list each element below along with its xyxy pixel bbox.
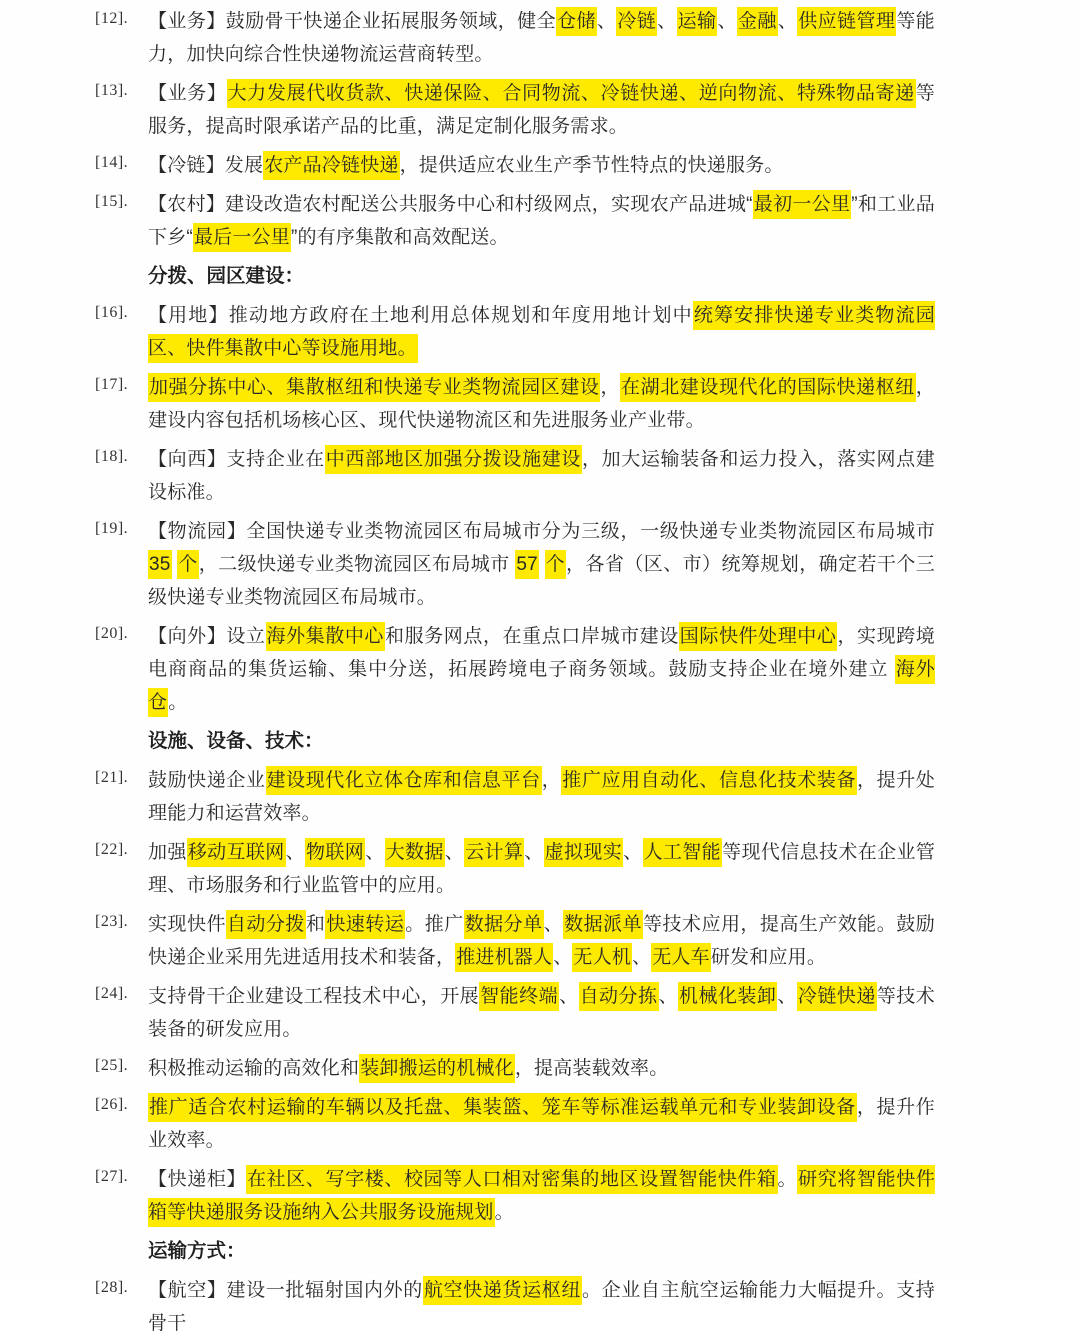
text-segment: 、: [285, 842, 306, 863]
highlight-segment: 57: [515, 550, 539, 579]
highlight-segment: 加强分拣中心、集散枢纽和快递专业类物流园区建设: [148, 373, 600, 402]
highlight-segment: 海外集散中心: [266, 622, 386, 651]
text-segment: 【向西】支持企业在: [148, 449, 325, 470]
text-segment: 鼓励快递企业: [148, 770, 266, 791]
highlight-segment: 推广适合农村运输的车辆以及托盘、集装篮、笼车等标准运载单元和专业装卸设备: [148, 1093, 857, 1122]
item-number: [95, 725, 148, 758]
highlight-segment: 移动互联网: [187, 838, 286, 867]
item-number: [13].: [95, 82, 129, 99]
text-segment: 等能力，加快向综合性快递物流运营商转型。: [148, 11, 935, 65]
item-number: [17].: [95, 376, 129, 393]
highlight-segment: 无人机: [572, 943, 632, 972]
item-text: [148, 77, 935, 143]
list-item: [95, 764, 935, 830]
text-segment: 、: [559, 986, 579, 1007]
highlight-segment: 统筹安排快递专业类物流园区、快件集散中心等设施用地。: [148, 301, 935, 363]
item-number: [23].: [95, 913, 129, 930]
item-text: [148, 980, 935, 1046]
highlight-segment: 自动分拨: [226, 910, 306, 939]
highlight-segment: 个: [545, 550, 566, 579]
item-number: [27].: [95, 1168, 129, 1185]
item-text: [148, 299, 935, 365]
item-number: [26].: [95, 1096, 129, 1113]
highlight-segment: 仓储: [556, 7, 597, 36]
text-segment: ，提升处理能力和运营效率。: [148, 770, 935, 824]
text-segment: 研发和应用。: [710, 947, 827, 968]
item-number: [95, 1235, 148, 1268]
highlight-segment: 金融: [737, 7, 778, 36]
item-number: [14].: [95, 154, 129, 171]
item-number: [21].: [95, 769, 129, 786]
text-segment: 、: [717, 11, 737, 32]
text-segment: 等服务，提高时限承诺产品的比重，满足定制化服务需求。: [148, 83, 935, 137]
item-number: [18].: [95, 448, 129, 465]
item-number: [95, 260, 148, 293]
text-segment: 【物流园】全国快递专业类物流园区布局城市分为三级，一级快递专业类物流园区布局城市: [148, 521, 935, 542]
document-body: [95, 5, 935, 1340]
list-item: [95, 1163, 935, 1229]
text-segment: 、: [623, 842, 643, 863]
text-segment: 。: [494, 1202, 514, 1223]
highlight-segment: 大力发展代收货款、快递保险、合同物流、冷链快递、逆向物流、特殊物品寄递: [227, 79, 916, 108]
text-segment: 和服务网点，在重点口岸城市建设: [385, 626, 679, 647]
item-text: [148, 371, 935, 437]
item-number: [20].: [95, 625, 129, 642]
text-segment: 、: [596, 11, 617, 32]
list-item: [95, 620, 935, 719]
item-number: [16].: [95, 304, 129, 321]
text-segment: 等技术装备的研发应用。: [148, 986, 935, 1040]
text-segment: 、: [632, 947, 652, 968]
list-item: [95, 149, 935, 182]
section-heading-row: [95, 260, 935, 293]
item-text: [148, 836, 935, 902]
item-text: [148, 149, 935, 182]
text-segment: ，加大运输装备和运力投入，落实网点建设标准。: [148, 449, 935, 503]
text-segment: 【向外】设立: [148, 626, 266, 647]
highlight-segment: 国际快件处理中心: [679, 622, 838, 651]
text-segment: 、: [657, 11, 677, 32]
text-segment: 【农村】建设改造农村配送公共服务中心和村级网点，实现农产品进城“: [148, 194, 753, 215]
highlight-segment: 大数据: [385, 838, 445, 867]
item-number: [19].: [95, 520, 129, 537]
highlight-segment: 机械化装卸: [678, 982, 777, 1011]
section-heading: 设施、设备、技术：: [148, 730, 324, 752]
text-segment: 、: [777, 11, 798, 32]
item-text: [148, 908, 935, 974]
text-segment: ，建设内容包括机场核心区、现代快递物流区和先进服务业产业带。: [148, 377, 935, 431]
item-text: [148, 764, 935, 830]
item-text: [148, 515, 935, 614]
text-segment: 。: [777, 1169, 798, 1190]
item-number: [22].: [95, 841, 129, 858]
highlight-segment: 中西部地区加强分拨设施建设: [325, 445, 582, 474]
highlight-segment: 最后一公里: [193, 223, 291, 252]
text-segment: [539, 554, 545, 575]
highlight-segment: 快速转运: [325, 910, 405, 939]
highlight-segment: 海外仓: [148, 655, 935, 717]
text-segment: 【业务】: [148, 83, 227, 104]
list-item: [95, 443, 935, 509]
section-heading-row: [95, 1235, 935, 1268]
item-text: [148, 620, 935, 719]
text-segment: 【用地】推动地方政府在土地利用总体规划和年度用地计划中: [148, 305, 693, 326]
highlight-segment: 装卸搬运的机械化: [359, 1054, 515, 1083]
highlight-segment: 在湖北建设现代化的国际快递枢纽: [620, 373, 916, 402]
item-number: [12].: [95, 10, 129, 27]
text-segment: 等现代信息技术在企业管理、市场服务和行业监管中的应用。: [148, 842, 936, 896]
item-text: [148, 1163, 935, 1229]
text-segment: 支持骨干企业建设工程技术中心，开展: [148, 986, 480, 1007]
item-number: [15].: [95, 193, 129, 210]
text-segment: 、: [553, 947, 573, 968]
item-number: [28].: [95, 1279, 129, 1296]
text-segment: ，各省（区、市）统筹规划，确定若干个三级快递专业类物流园区布局城市。: [148, 554, 936, 608]
text-segment: 、: [444, 842, 465, 863]
list-item: [95, 299, 935, 365]
text-segment: 实现快件: [148, 914, 226, 935]
text-segment: 【业务】鼓励骨干快递企业拓展服务领域，健全: [148, 11, 557, 32]
text-segment: ，提高装载效率。: [514, 1058, 669, 1079]
section-heading: 分拨、园区建设：: [148, 265, 305, 287]
highlight-segment: 推进机器人: [455, 943, 553, 972]
highlight-segment: 推广应用自动化、信息化技术装备: [561, 766, 857, 795]
text-segment: 。推广: [405, 914, 464, 935]
text-segment: 、: [658, 986, 678, 1007]
text-segment: ，提升作业效率。: [148, 1097, 935, 1151]
item-number: [24].: [95, 985, 129, 1002]
item-text: [148, 188, 935, 254]
item-text: [148, 443, 935, 509]
highlight-segment: 35: [148, 550, 172, 579]
highlight-segment: 人工智能: [643, 838, 723, 867]
list-item: [95, 1274, 935, 1340]
text-segment: ”的有序集散和高效配送。: [290, 227, 509, 248]
highlight-segment: 自动分拣: [579, 982, 659, 1011]
text-segment: 。: [168, 692, 188, 713]
highlight-segment: 冷链快递: [797, 982, 877, 1011]
list-item: [95, 188, 935, 254]
text-segment: ”和工业品下乡“: [148, 194, 935, 248]
item-text: [148, 1274, 935, 1340]
text-segment: 、: [524, 842, 544, 863]
highlight-segment: 数据派单: [563, 910, 643, 939]
text-segment: 【冷链】发展: [148, 155, 264, 176]
list-item: [95, 908, 935, 974]
text-segment: 和: [305, 914, 326, 935]
list-item: [95, 371, 935, 437]
highlight-segment: 建设现代化立体仓库和信息平台: [266, 766, 542, 795]
text-segment: ，: [600, 377, 621, 398]
item-text: [148, 5, 935, 71]
section-heading: 运输方式：: [148, 1240, 246, 1262]
section-heading-row: [95, 725, 935, 758]
highlight-segment: 供应链管理: [797, 7, 896, 36]
text-segment: 【快递柜】: [148, 1169, 247, 1190]
highlight-segment: 物联网: [305, 838, 365, 867]
list-item: [95, 1052, 935, 1085]
item-text: [148, 1091, 935, 1157]
list-item: [95, 1091, 935, 1157]
text-segment: 【航空】建设一批辐射国内外的: [148, 1280, 423, 1301]
highlight-segment: 冷链: [616, 7, 657, 36]
text-segment: 等技术应用，提高生产效能。鼓励快递企业采用先进适用技术和装备，: [148, 914, 935, 968]
text-segment: 、: [543, 914, 564, 935]
text-segment: 、: [777, 986, 797, 1007]
text-segment: ，二级快递专业类物流园区布局城市: [198, 554, 516, 575]
item-text: [148, 1052, 935, 1085]
highlight-segment: 智能终端: [479, 982, 559, 1011]
highlight-segment: 运输: [677, 7, 718, 36]
highlight-segment: 虚拟现实: [544, 838, 624, 867]
list-item: [95, 515, 935, 614]
highlight-segment: 云计算: [464, 838, 524, 867]
text-segment: ，: [541, 770, 562, 791]
text-segment: ，提供适应农业生产季节性特点的快递服务。: [399, 155, 784, 176]
text-segment: 、: [365, 842, 385, 863]
item-number: [25].: [95, 1057, 129, 1074]
highlight-segment: 最初一公里: [753, 190, 852, 219]
text-segment: 加强: [148, 842, 187, 863]
highlight-segment: 在社区、写字楼、校园等人口相对密集的地区设置智能快件箱: [246, 1165, 777, 1194]
highlight-segment: 航空快递货运枢纽: [423, 1276, 582, 1305]
text-segment: ，实现跨境电商商品的集货运输、集中分送，拓展跨境电子商务领域。鼓励支持企业在境外建立: [148, 626, 936, 680]
highlight-segment: 数据分单: [464, 910, 544, 939]
highlight-segment: 个: [177, 550, 198, 579]
list-item: [95, 980, 935, 1046]
list-item: [95, 77, 935, 143]
highlight-segment: 研究将智能快件箱等快递服务设施纳入公共服务设施规划: [148, 1165, 935, 1227]
list-item: [95, 5, 935, 71]
text-segment: 积极推动运输的高效化和: [148, 1058, 360, 1079]
text-segment: 。企业自主航空运输能力大幅提升。支持骨干: [148, 1280, 935, 1334]
list-item: [95, 836, 935, 902]
highlight-segment: 农产品冷链快递: [263, 151, 399, 180]
highlight-segment: 无人车: [651, 943, 711, 972]
